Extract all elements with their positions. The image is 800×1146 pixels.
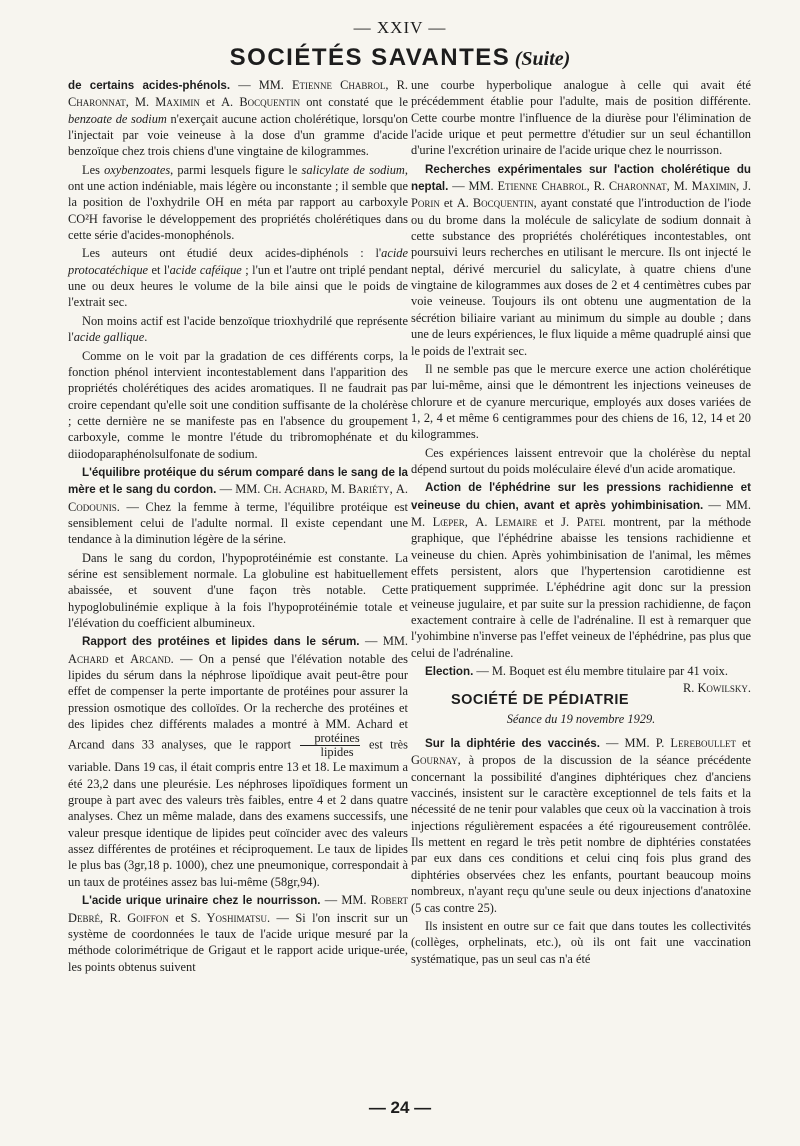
ratio-fraction [300, 732, 359, 759]
text: montrent, par la méthode graphique, que l'éphédrine abaisse les tensions rachidienne et veineuse du chien. Après yohimbinisation de l'animal, les mêmes effets persistent, alors que l'hypertension carotidienne est pratiquement supprimée. L'éphédrine agit donc sur la pression veineuse jugulaire, et par suite sur la pression rachidienne, de façon exactement contraire à celle de l'adrénaline. Il est à remarquer que l'yohimbine n'inverse pas l'effet veineux de l'éphédrine, pas plus que celui de l'adrénaline. [411, 514, 751, 660]
author: A. Lemaire [475, 514, 538, 529]
page-number: — 24 — [368, 1098, 432, 1117]
text: benzoate de sodium [68, 111, 167, 126]
article-title: Election. [425, 665, 474, 679]
text: et [537, 514, 562, 529]
text: . — Si l'on inscrit sur un système de coordonnées le taux de l'acide urique mesuré par la méthode colorimétrique de Grigaut et le rapport acide urique-urée, les points obtenus suivent [68, 910, 408, 974]
roman-folio: — XXIV — [353, 18, 447, 37]
text: , [389, 482, 396, 497]
paragraph [68, 464, 408, 548]
author: R. Goiffon [109, 910, 169, 925]
right-column [411, 77, 751, 969]
text: , ayant constaté que l'introduction de l'iode ou du brome dans la molécule de salicylate de sodium donnait à cette substance des propriétés cholérétiques incontestables, ont poursuivi leurs recherches en utilisant le mercure. Ils ont injecté le neptal, dérivé mercuriel du salicylate, à quatre chiens d'une vingtaine de kilogrammes aux doses de 2 et 4 centimètres cubes par voie veineuse. Toujours ils ont obtenu une augmentation de la sécrétion biliaire variant au minimum du simple au double ; dans une de leurs expériences, le flux liquide a même quadruplé ainsi que le poids de l'extrait sec. [411, 196, 752, 358]
text: et [735, 736, 752, 751]
author: A. Codounis [68, 482, 408, 514]
paragraph: Ces expériences laissent entrevoir que la cholérèse du neptal dépend surtout du poids moléculaire élevé d'un acide aromatique. [411, 445, 751, 476]
author: M. Lœper [411, 514, 465, 529]
text: Les auteurs ont étudié deux acides-diphénols : l' [82, 246, 382, 261]
text: acide protocatéchique [68, 246, 408, 277]
article-title: Action de l'éphédrine sur les pressions rachidienne et veineuse du chien, avant et après yohimbinisation. [411, 481, 751, 512]
author: S. Yoshimatsu [190, 910, 267, 925]
paragraph [68, 892, 408, 975]
paragraph [68, 162, 408, 244]
fraction-denominator: lipides [320, 745, 354, 760]
author: R. Charonnat [593, 179, 667, 194]
text: et l' [148, 262, 170, 277]
text: ont constaté que le [300, 95, 408, 110]
author: M. Bariéty [330, 482, 390, 497]
text: et [439, 196, 457, 211]
text: , ont une action indéniable, mais légère ou inconstante ; il semble que la position de l'oxhydrile OH en méta par rapport au carboxyle CO²H favorise le développement des propriétés cholérétiques dans cette série d'acides-monophénols. [68, 162, 408, 243]
author: A. Bocquentin [456, 196, 534, 211]
text: , [99, 910, 110, 925]
text: , [586, 179, 594, 194]
author: Ch. Achard [263, 482, 325, 497]
text: — MM. [448, 179, 498, 194]
article-title: Sur la diphtérie des vaccinés. [425, 737, 600, 751]
text: et [108, 651, 131, 666]
page-header [0, 44, 800, 72]
text: — MM. [599, 736, 656, 751]
text: acide caféique [169, 262, 242, 277]
author: P. Lereboullet [655, 736, 736, 751]
paragraph: une courbe hyperbolique analogue à celle qui avait été précédemment établie pour l'adulte, mais de position différente. Cette courbe montre l'influence de la diurèse pour l'élimination de l'acide urique et peut permettre d'étudier sur un seul échantillon d'urine l'excrétion urinaire de l'acide urique chez le nourrisson. [411, 78, 751, 158]
text: n'exerçait aucune action cholérétique, lorsqu'on l'injectait par voie veineuse à la dose d'un gramme d'acide benzoïque chez trois chiens d'une vingtaine de kilogrammes. [68, 111, 409, 159]
author: Robert Debré [68, 893, 408, 925]
text: et [199, 95, 222, 110]
paragraph [411, 479, 751, 661]
paragraph [68, 313, 408, 346]
paragraph: Il ne semble pas que le mercure exerce une action cholérétique par lui-même, ainsi que le démontrent les injections veineuses de chlorure et de cyanure mercurique, employés aux doses variées de 1, 2, 4 et même 6 centigrammes pour des chiens de 16, 12, 14 et 20 kilogrammes. [411, 361, 751, 442]
header-title: SOCIÉTÉS SAVANTES [229, 44, 511, 71]
author: M. Maximin [673, 179, 737, 194]
text: acide gallique [73, 330, 145, 345]
header-suite: (Suite) [514, 48, 571, 70]
text: — M. Boquet est élu membre titulaire par 41 voix. [473, 664, 728, 679]
text: , [464, 514, 476, 529]
text: — MM. [216, 482, 264, 497]
paragraph [68, 633, 408, 890]
author: Arcand [130, 651, 171, 666]
text: Les [82, 162, 105, 177]
text: Non moins actif est l'acide benzoïque trioxhydrilé que représente l' [68, 313, 408, 345]
text: est très variable. Dans 19 cas, il était compris entre 13 et 18. Le maximum a été 23,2 dans une pleurésie. Les néphroses lipoïdiques forment un groupe à part avec des valeurs très faibles, entre 4 et 2 dans quatre analyses. Chez un même malade, dans des examens successifs, une valeur presque identique de lipides peut coïncider avec des valeurs assez différentes de protéines et réciproquement. Le taux de lipides le plus bas (3gr,18 p. 1000), chez une pneumonique, correspondait à un taux de protéines assez bas lui-même (58gr,94). [68, 737, 408, 889]
text: , [385, 78, 397, 92]
text: . — On a pensé que l'élévation notable des lipides du sérum dans la néphrose lipoïdique avait peut-être pour effet de compenser la perte importante de protéines pour assurer la pression osmotique des colloïdes. Or la recherche des protéines et des lipides chez différents malades a montré à MM. Achard et Arcand dans 33 analyses, que le rapport [68, 651, 409, 752]
text: , à propos de la discussion de la séance précédente concernant la possibilité d'angines diphtériques chez d'anciens vaccinés, insistent sur le caractère exceptionnel de tels faits et la nécessité de ne tenir pour valables que ceux où la vaccination à trois injections régulièrement espacées a été rigoureusement contrôlée. Ils mettent en regard le très petit nombre de diphtéries constatées par eux dans ces conditions et celui cinq fois plus grand des diphtéries observées chez les enfants, pourtant beaucoup moins nombreux, n'ayant reçu qu'une seule ou deux injections d'anatoxine (5 cas contre 25). [411, 753, 751, 915]
article-title: L'équilibre protéique du sérum comparé dans le sang de la mère et le sang du cordon. [68, 465, 408, 497]
author: J. Patel [561, 514, 606, 529]
paragraph [411, 735, 751, 916]
text: — MM. [320, 893, 371, 908]
text: , [324, 482, 331, 497]
author: J. Porin [411, 179, 751, 211]
text: — MM. [359, 634, 408, 649]
author: Etienne Chabrol [497, 179, 587, 194]
text: ; l'un et l'autre ont triplé pendant une ou deux heures le volume de la bile ainsi que le poids de l'extrait sec. [68, 262, 408, 310]
paragraph [411, 161, 751, 359]
author: Achard [68, 651, 109, 666]
paragraph: Comme on le voit par la gradation de ces différents corps, la fonction phénol intervient incontestablement dans l'apparition des propriétés cholérétiques des acides aromatiques. Il ne faudrait pas croire cependant qu'elle soit une condition suffisante de la cholérèse ; cette dernière ne se manifeste pas en l'absence du groupement carboxyle, comme le montre l'étude du tribromophénate et du diiodoparaphénolsulfonate de sodium. [68, 348, 408, 461]
text: — MM. [703, 497, 752, 512]
author: R. Charonnat [68, 78, 408, 110]
article-title: Rapport des protéines et lipides dans le sérum. [82, 635, 360, 649]
author: Etienne Chabrol [291, 78, 386, 92]
author: Gournay [411, 753, 458, 768]
paragraph [68, 245, 408, 310]
paragraph: Dans le sang du cordon, l'hypoprotéinémie est constante. La sérine est sensiblement normale. La globuline est habituellement abaissée, et souvent d'une façon très notable. Cette hypoglobulinémie explique à la fois l'hypoprotéinémie totale et l'élévation du coefficient albumineux. [68, 550, 408, 630]
author: A. Bocquentin [221, 95, 301, 110]
signature: R. Kowilsky. [683, 681, 751, 696]
fraction-numerator: protéines [300, 732, 359, 746]
text: oxybenzoates [104, 162, 171, 177]
text: et [168, 910, 191, 925]
article-title: L'acide urique urinaire chez le nourrisson. [82, 894, 321, 908]
section-subtitle: Séance du 19 novembre 1929. [506, 711, 656, 726]
text: , parmi lesquels figure le [170, 162, 302, 177]
text: , [736, 179, 744, 194]
text: — MM. [230, 78, 292, 92]
text: . [144, 330, 148, 345]
article-title: Recherches expérimentales sur l'action cholérétique du neptal. [411, 162, 751, 194]
text: , [125, 95, 136, 110]
left-column [68, 77, 408, 977]
paragraph [68, 77, 408, 160]
text: salicylate de sodium [301, 162, 405, 177]
article-title: de certains acides-phénols. [68, 79, 231, 92]
text: , [666, 179, 674, 194]
author: M. Maximin [135, 95, 200, 110]
text: . — Chez la femme à terme, l'équilibre protéique est sensiblement celui de l'adulte normal. Il existe cependant une tendance à la diminution légère de la sérine. [68, 499, 408, 547]
paragraph: Ils insistent en outre sur ce fait que dans toutes les collectivités (collèges, orphelinats, etc.), où ils ont fait une vaccination systématique, pas un seul cas n'a été [411, 918, 751, 966]
paragraph [411, 663, 751, 696]
section-title: SOCIÉTÉ DE PÉDIATRIE [450, 692, 630, 709]
